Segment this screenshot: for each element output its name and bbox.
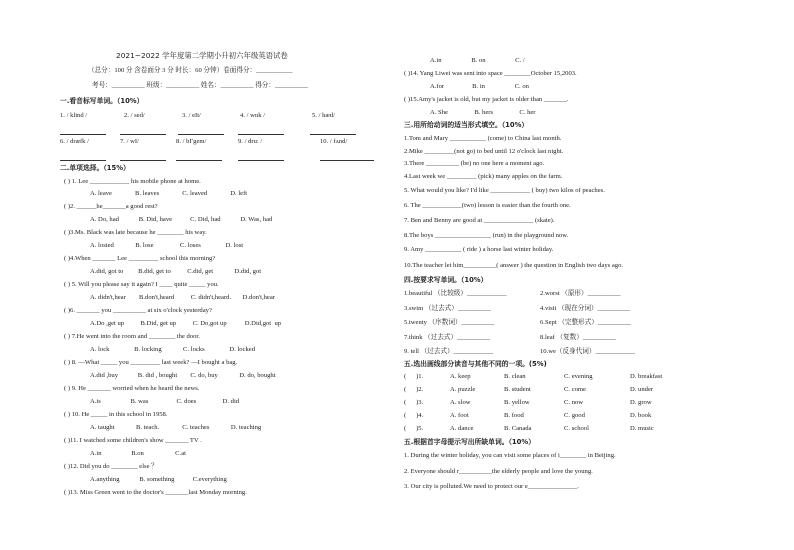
- option-line: A.Do ,get up B.Did, get up C. Do,got up D.Did,got up: [90, 320, 282, 327]
- pron-option: D. music: [630, 425, 654, 432]
- fill-in-line: 8.The boys _________________ (run) in the playground now.: [404, 232, 569, 239]
- word-form-item: 9. tell （过去式）____________: [404, 348, 494, 355]
- pron-option: D. under: [630, 386, 654, 393]
- word-form-item: 7.think （过去式）__________: [404, 334, 491, 341]
- question-line: ( ) 9. He _______ worried when he heard the news.: [64, 385, 200, 392]
- option-line: A. losted B. lose C. loses D. lost: [90, 242, 244, 249]
- word-form-item: 4.visit （现在分词）__________: [540, 305, 631, 312]
- section-6-heading: 五.根据首字母提示写出所缺单词。（10%）: [404, 438, 535, 446]
- fill-in-line: 9. Amy ___________ ( ride ) a horse last winter holiday.: [404, 246, 554, 253]
- answer-blank[interactable]: [238, 128, 284, 135]
- fill-in-line: 3.There __________ (be) no one here a moment ago.: [404, 160, 545, 167]
- phonetic-item: 8. / bΓgem/: [176, 138, 207, 145]
- answer-blank[interactable]: [120, 128, 166, 135]
- pron-option: A. foot: [450, 412, 469, 419]
- pron-question-number: ( )5.: [404, 425, 424, 432]
- option-line: A.did, got to B.did, get to C.did, get D.did, got: [90, 268, 262, 275]
- option-line: A. taught B. teach. C. teaches D. teaching: [90, 424, 262, 431]
- option-line: A.in B. on C. /: [430, 57, 525, 64]
- phonetic-item: 9. / dru: /: [238, 138, 263, 145]
- word-form-item: 8.leaf （复数）__________: [540, 334, 616, 341]
- question-line: ( )4.When _______ Lee _________ school this morning?: [64, 255, 216, 262]
- pron-option: D. book: [630, 412, 652, 419]
- question-line: ( ) 8. —What _____ you _________ last week? —I bought a bag.: [64, 359, 238, 366]
- pron-option: D. grow: [630, 399, 652, 406]
- pron-option: B. clean: [504, 373, 526, 380]
- question-line: ( )3.Ms. Black was late because he ________ his way.: [64, 229, 207, 236]
- question-line: ( )2. ______he_______a good rest?: [64, 203, 158, 210]
- question-line: ( )14. Yang Liwei was sent into space ________October 15,2003.: [404, 70, 577, 77]
- phonetic-item: 2. / sed/: [124, 112, 145, 119]
- phonetic-item: 5. / hæd/: [312, 112, 335, 119]
- pron-question-number: ( )1.: [404, 373, 424, 380]
- answer-blank[interactable]: [320, 154, 374, 161]
- section-3-heading: 三.用所给动词的适当形式填空。（10%）: [404, 121, 529, 129]
- phonetic-item: 3. / eIt/: [182, 112, 201, 119]
- pron-option: B. yellow: [504, 399, 530, 406]
- answer-blank[interactable]: [176, 154, 222, 161]
- phonetic-item: 10. / fʌnd/: [320, 138, 348, 145]
- section-4-heading: 四.按要求写单词。（10%）: [404, 276, 488, 284]
- option-line: A.anything B. something C.everything: [90, 476, 227, 483]
- question-line: ( )6. _______ you __________ at six o'clock yesterday?: [64, 307, 212, 314]
- fill-in-line: 6. The ____________(two) lesson is easier than the fourth one.: [404, 202, 571, 209]
- pron-option: C. evening: [564, 373, 593, 380]
- answer-blank[interactable]: [310, 128, 356, 135]
- phonetic-item: 7. / wI/: [120, 138, 139, 145]
- pron-option: A. slow: [450, 399, 471, 406]
- section-5-heading: 五.选出画线部分读音与其他不同的一项。(5%): [404, 360, 547, 368]
- option-line: A.is B. was C. does D. did: [90, 398, 240, 405]
- pron-question-number: ( )2.: [404, 386, 424, 393]
- question-line: ( ) 5. Will you please say it again? I ____ quite _____ you.: [64, 281, 219, 288]
- option-line: A.did ,buy B. did , bought C. do, buy D. do, bought: [90, 372, 276, 379]
- answer-blank[interactable]: [60, 154, 106, 161]
- pron-option: C. come: [564, 386, 586, 393]
- answer-blank[interactable]: [238, 154, 284, 161]
- pron-option: C. good: [564, 412, 585, 419]
- question-line: ( )11. I watched some children's show _______ TV .: [64, 437, 202, 444]
- word-form-item: 3.swim （过去式）__________: [404, 305, 491, 312]
- pron-option: C. school: [564, 425, 589, 432]
- phonetic-item: 6. / dræfk /: [60, 138, 89, 145]
- fill-in-line: 3. Our city is polluted.We need to protect our e_______________.: [404, 483, 579, 490]
- pron-option: A. keep: [450, 373, 471, 380]
- phonetic-item: 1. / klind /: [60, 112, 88, 119]
- option-line: A. She B. hers C. her: [430, 109, 536, 116]
- question-line: ( ) 10. He _____ in this school in 1958.: [64, 411, 168, 418]
- exam-info-line-2: 考号：__________ 班级：__________ 姓名：__________ 得分：__________: [92, 82, 308, 89]
- question-line: ( )15.Amy's jacket is old, but my jacket is older than _______.: [404, 96, 569, 103]
- pron-option: C. now: [564, 399, 584, 406]
- pron-option: B. food: [504, 412, 524, 419]
- pron-option: D. breakfast: [630, 373, 663, 380]
- pron-option: B. Canada: [504, 425, 532, 432]
- section-2-heading: 二.单项选择。（15%）: [60, 164, 130, 172]
- fill-in-line: 4.Last week we _________ (pick) many apples on the farm.: [404, 173, 563, 180]
- word-form-item: 10.we（反身代词）____________: [540, 348, 636, 355]
- option-line: A.in B.on C.at: [90, 450, 186, 457]
- answer-blank[interactable]: [60, 128, 106, 135]
- fill-in-line: 1. During the winter holiday, you can visit some places of i________ in Beijing.: [404, 452, 616, 459]
- fill-in-line: 1.Tom and Mary ___________ (come) to China last month.: [404, 135, 562, 142]
- pron-option: B. student: [504, 386, 531, 393]
- answer-blank[interactable]: [178, 128, 224, 135]
- answer-blank[interactable]: [120, 154, 166, 161]
- word-form-item: 2.worst （原形）__________: [540, 290, 621, 297]
- phonetic-item: 4. / wɒk /: [240, 112, 266, 119]
- option-line: A. lock B. locking C. locks D. locked: [90, 346, 256, 353]
- word-form-item: 5.twenty （序数词）__________: [404, 319, 495, 326]
- fill-in-line: 2.Mike _________(not go) to bed until 12 o'clock last night.: [404, 148, 564, 155]
- pron-option: A. puzzle: [450, 386, 476, 393]
- fill-in-line: 10.The teacher let him__________( answer ) the question in English two days ago.: [404, 262, 624, 269]
- option-line: A. Do, had B. Did, have C. Did, had D. Was, had: [90, 216, 273, 223]
- word-form-item: 6.Sept （完整形式）__________: [540, 319, 631, 326]
- exam-title: 2021~2022 学年度第二学期小升初六年级英语试卷: [116, 51, 288, 60]
- word-form-item: 1.beautiful （比较级）____________: [404, 290, 507, 297]
- question-line: ( )13. Miss Green went to the doctor's _______last Monday morning.: [64, 489, 247, 496]
- exam-info-line-1: （总分：100 分 含卷面分 3 分 时长：60 分钟）卷面得分：___________: [88, 67, 293, 74]
- pron-question-number: ( )3.: [404, 399, 424, 406]
- option-line: A.for B. in C. on: [430, 83, 529, 90]
- fill-in-line: 5. What would you like? I'd like ____________ ( buy) two kilos of peaches.: [404, 187, 605, 194]
- section-1-heading: 一.看音标写单词。（10%）: [60, 97, 144, 105]
- question-line: ( )12. Did you do ________ else ？: [64, 463, 158, 470]
- fill-in-line: 7. Ben and Benny are good at _______________ (skate).: [404, 217, 555, 224]
- option-line: A. leave B. leaves C. leaved D. left: [90, 190, 248, 197]
- question-line: ( ) 7.He went into the room and ________ the door.: [64, 333, 200, 340]
- pron-question-number: ( )4.: [404, 412, 424, 419]
- pron-option: A. dance: [450, 425, 474, 432]
- question-line: ( ) 1. Lee ____________ his mobile phone at home.: [64, 178, 201, 185]
- fill-in-line: 2. Everyone should r__________the elderly people and love the young.: [404, 468, 593, 475]
- option-line: A. didn't,hear B.don't,heard C. didn't,heard. D.don't,hear: [90, 294, 275, 301]
